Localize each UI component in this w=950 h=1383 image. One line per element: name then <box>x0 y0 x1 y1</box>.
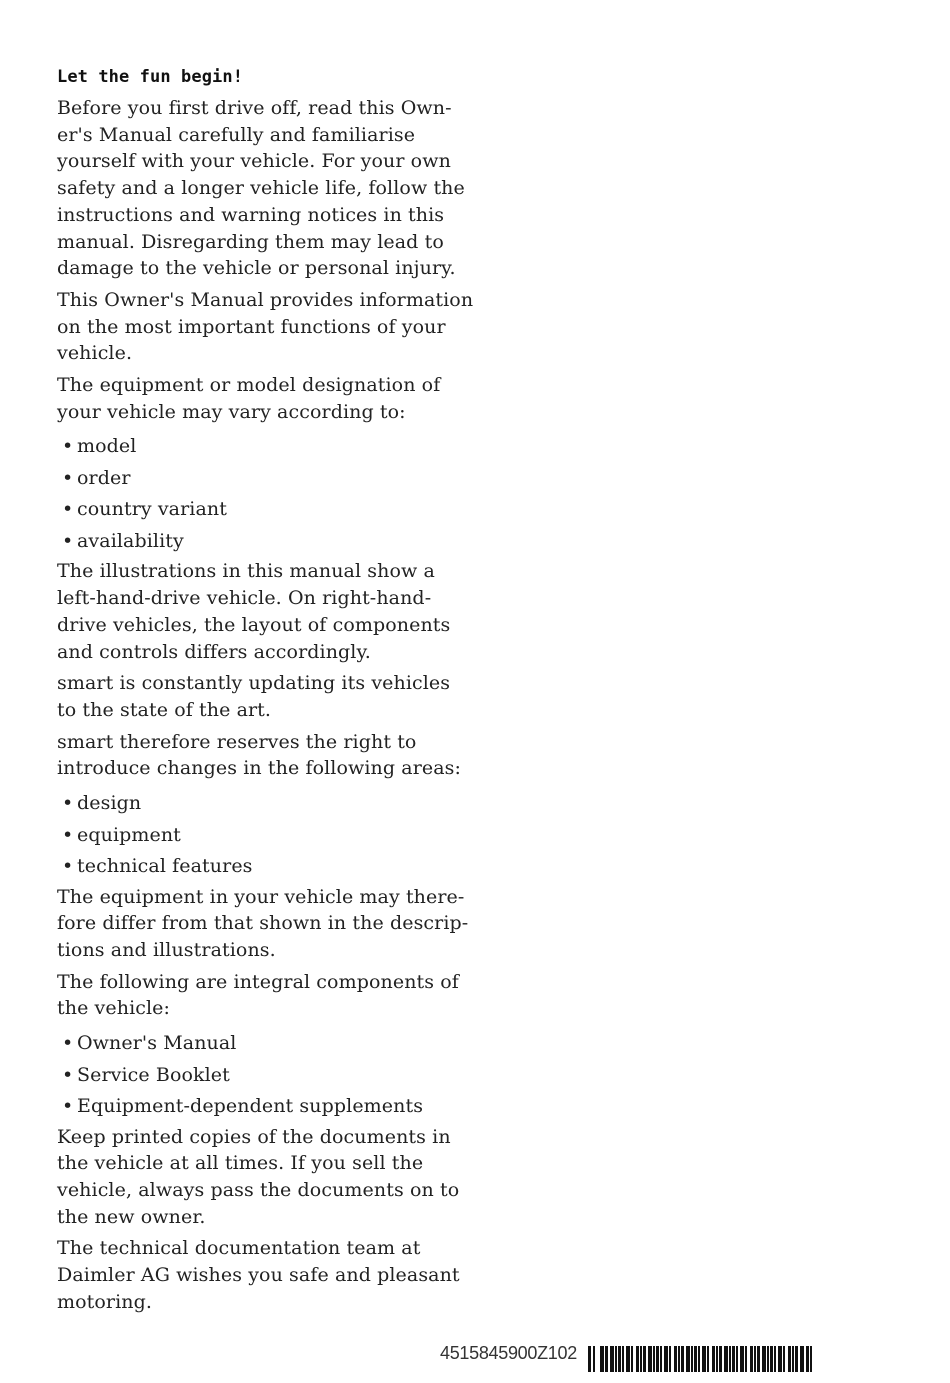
bullet-icon: • <box>62 1063 74 1086</box>
list-item: • Equipment-dependent supplements <box>62 1095 424 1118</box>
barcode-bar <box>593 1346 595 1372</box>
list-item: • country variant <box>62 498 227 521</box>
barcode-bar <box>740 1346 744 1372</box>
barcode-bar <box>716 1346 718 1372</box>
bullet-icon: • <box>62 466 74 489</box>
components-list <box>57 1030 477 1120</box>
barcode-icon <box>588 1346 910 1372</box>
barcode-bar <box>660 1346 662 1372</box>
bullet-icon: • <box>62 1095 74 1118</box>
list-item: • order <box>62 466 131 489</box>
intro-paragraph-functions: This Owner's Manual provides information on the most important functions of your vehicle. <box>57 288 474 365</box>
barcode-bar <box>622 1346 624 1372</box>
barcode-bar <box>618 1346 621 1372</box>
barcode-bar <box>770 1346 773 1372</box>
barcode-bar <box>719 1346 722 1372</box>
barcode-bar <box>736 1346 738 1372</box>
barcode-bar <box>788 1346 791 1372</box>
barcode-bar <box>600 1346 604 1372</box>
bullet-icon: • <box>62 1032 74 1055</box>
barcode-bar <box>636 1346 639 1372</box>
barcode-bar <box>643 1346 646 1372</box>
bullet-icon: • <box>62 823 74 846</box>
change-areas-list <box>57 790 477 880</box>
list-item: • model <box>62 435 137 458</box>
page-heading: Let the fun begin! <box>57 67 244 87</box>
list-item: • equipment <box>62 823 181 846</box>
barcode-bar <box>653 1346 655 1372</box>
paragraph-updating: smart is constantly updating its vehicles to the state of the art. <box>57 672 451 721</box>
bullet-icon: • <box>62 792 74 815</box>
barcode-bar <box>795 1346 798 1372</box>
barcode-bar <box>610 1346 614 1372</box>
variation-list <box>57 433 477 554</box>
barcode-bar <box>664 1346 668 1372</box>
barcode-bar <box>707 1346 709 1372</box>
text-column <box>57 64 477 1321</box>
barcode-bar <box>810 1346 812 1372</box>
barcode-bar <box>631 1346 633 1372</box>
barcode-bar <box>640 1346 642 1372</box>
intro-paragraph-variation: The equipment or model designation of your vehicle may vary according to: <box>57 374 441 423</box>
barcode-bar <box>669 1346 671 1372</box>
barcode-bar <box>626 1346 630 1372</box>
barcode-bar <box>750 1346 753 1372</box>
barcode-bar <box>800 1346 804 1372</box>
barcode-bar <box>729 1346 731 1372</box>
intro-paragraph-read-manual: Before you first drive off, read this Own- er's Manual carefully and familiarise yourself with your vehicle. For your own safety and a longer vehicle life, follow the instructions and warning notices in this manual. Disregarding them may lead to damage to the vehicle or personal injury. <box>57 97 465 280</box>
barcode-bar <box>754 1346 756 1372</box>
barcode-bar <box>691 1346 693 1372</box>
barcode-bar <box>605 1346 608 1372</box>
list-item: • design <box>62 792 142 815</box>
barcode-bar <box>745 1346 747 1372</box>
bullet-icon: • <box>62 498 74 521</box>
bullet-icon: • <box>62 855 74 878</box>
barcode-bar <box>757 1346 760 1372</box>
barcode-bar <box>702 1346 706 1372</box>
paragraph-equipment-differs: The equipment in your vehicle may there- fore differ from that shown in the descrip- tions and illustrations. <box>57 885 469 961</box>
paragraph-keep-copies: Keep printed copies of the documents in the vehicle at all times. If you sell the vehicle, always pass the documents on to the new owner. <box>57 1125 460 1228</box>
barcode-bar <box>806 1346 809 1372</box>
barcode-bar <box>678 1346 680 1372</box>
list-item: • availability <box>62 529 184 552</box>
barcode-bar <box>648 1346 652 1372</box>
barcode-bar <box>732 1346 735 1372</box>
barcode-bar <box>712 1346 715 1372</box>
barcode-bar <box>698 1346 700 1372</box>
paragraph-reserves-right: smart therefore reserves the right to introduce changes in the following areas: <box>57 730 462 780</box>
barcode-bar <box>778 1346 782 1372</box>
paragraph-illustrations: The illustrations in this manual show a left-hand-drive vehicle. On right-hand- drive vehicles, the layout of components and controls differs accordingly. <box>57 560 451 663</box>
barcode-bar <box>774 1346 776 1372</box>
barcode-bar <box>588 1346 591 1372</box>
list-item: • technical features <box>62 855 253 878</box>
barcode-bar <box>674 1346 677 1372</box>
barcode-bar <box>615 1346 617 1372</box>
document-code: 4515845900Z102 <box>440 1343 577 1363</box>
barcode-bar <box>762 1346 766 1372</box>
paragraph-closing-wishes: The technical documentation team at Daimler AG wishes you safe and pleasant motoring. <box>57 1237 460 1313</box>
list-item: • Service Booklet <box>62 1063 230 1086</box>
barcode-bar <box>694 1346 697 1372</box>
barcode-bar <box>792 1346 794 1372</box>
barcode-bar <box>783 1346 785 1372</box>
barcode-bar <box>681 1346 684 1372</box>
bullet-icon: • <box>62 529 74 552</box>
list-item: • Owner's Manual <box>62 1032 237 1055</box>
paragraph-integral-components: The following are integral components of the vehicle: <box>57 970 459 1020</box>
barcode-bar <box>724 1346 728 1372</box>
barcode-bar <box>686 1346 690 1372</box>
bullet-icon: • <box>62 435 74 458</box>
barcode-bar <box>656 1346 659 1372</box>
barcode-bar <box>767 1346 769 1372</box>
